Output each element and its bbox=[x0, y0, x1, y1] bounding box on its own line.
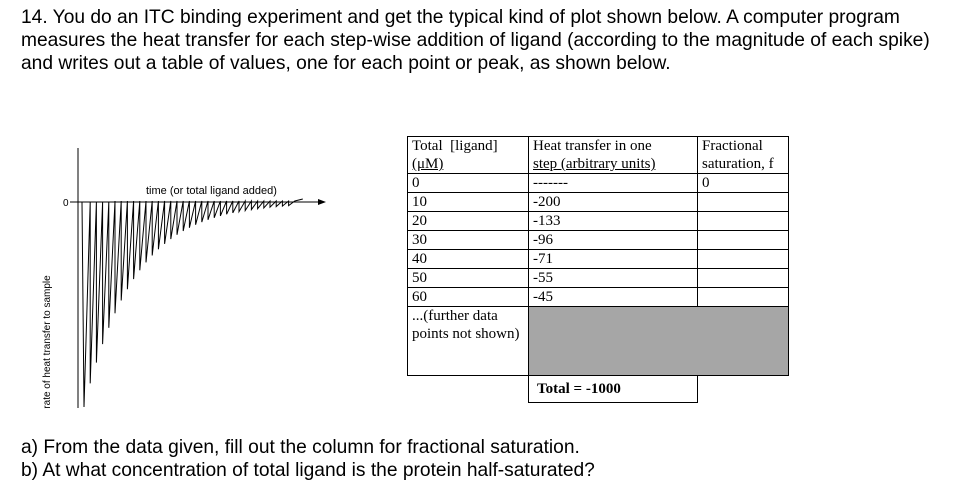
table-row bbox=[408, 269, 789, 288]
cell-fraction[interactable] bbox=[698, 231, 789, 250]
shaded-region bbox=[529, 307, 789, 376]
table-row-further bbox=[408, 307, 789, 376]
blank-cell bbox=[698, 376, 789, 403]
question-text: 14. You do an ITC binding experiment and get the typical kind of plot shown below. A computer program measures the heat transfer for each step-wise addition of ligand (according to the magnitude of each spike) and writes out a table of values, one for each point or peak, as shown below. bbox=[21, 7, 930, 74]
cell-ligand: 60 bbox=[408, 288, 529, 307]
cell-heat: -96 bbox=[529, 231, 698, 250]
cell-ligand: 30 bbox=[408, 231, 529, 250]
cell-fraction[interactable]: 0 bbox=[698, 174, 789, 193]
cell-heat: ------- bbox=[529, 174, 698, 193]
cell-heat: -200 bbox=[529, 193, 698, 212]
header-heat-transfer: Heat transfer in one step (arbitrary units) bbox=[529, 137, 698, 174]
cell-ligand: 10 bbox=[408, 193, 529, 212]
table-row-total bbox=[408, 376, 789, 403]
part-b-text: b) At what concentration of total ligand is the protein half-saturated? bbox=[21, 460, 595, 481]
table-row bbox=[408, 193, 789, 212]
part-a-text: a) From the data given, fill out the column for fractional saturation. bbox=[21, 437, 580, 458]
header-total-ligand: Total [ligand] (μM) bbox=[408, 137, 529, 174]
total-cell: Total = -1000 bbox=[529, 376, 698, 403]
table-row bbox=[408, 250, 789, 269]
cell-fraction[interactable] bbox=[698, 212, 789, 231]
y-axis-label: rate of heat transfer to sample bbox=[42, 275, 53, 409]
cell-fraction[interactable] bbox=[698, 250, 789, 269]
cell-heat: -71 bbox=[529, 250, 698, 269]
cell-heat: -55 bbox=[529, 269, 698, 288]
cell-fraction[interactable] bbox=[698, 193, 789, 212]
cell-fraction[interactable] bbox=[698, 269, 789, 288]
blank-cell bbox=[408, 376, 529, 403]
further-data-note: ...(further data points not shown) bbox=[408, 307, 529, 376]
cell-ligand: 20 bbox=[408, 212, 529, 231]
header-fractional-saturation: Fractional saturation, f bbox=[698, 137, 789, 174]
cell-fraction[interactable] bbox=[698, 288, 789, 307]
x-axis-arrow bbox=[318, 199, 326, 205]
cell-ligand: 50 bbox=[408, 269, 529, 288]
itc-plot bbox=[0, 130, 340, 420]
x-axis-label: time (or total ligand added) bbox=[146, 185, 277, 197]
cell-ligand: 40 bbox=[408, 250, 529, 269]
table-row bbox=[408, 288, 789, 307]
cell-heat: -133 bbox=[529, 212, 698, 231]
zero-label: 0 bbox=[63, 198, 69, 209]
table-row bbox=[408, 231, 789, 250]
table-row bbox=[408, 212, 789, 231]
cell-ligand: 0 bbox=[408, 174, 529, 193]
cell-heat: -45 bbox=[529, 288, 698, 307]
data-table bbox=[407, 136, 789, 403]
injection-spikes bbox=[82, 199, 303, 407]
table-row bbox=[408, 174, 789, 193]
table-header-row bbox=[408, 137, 789, 174]
